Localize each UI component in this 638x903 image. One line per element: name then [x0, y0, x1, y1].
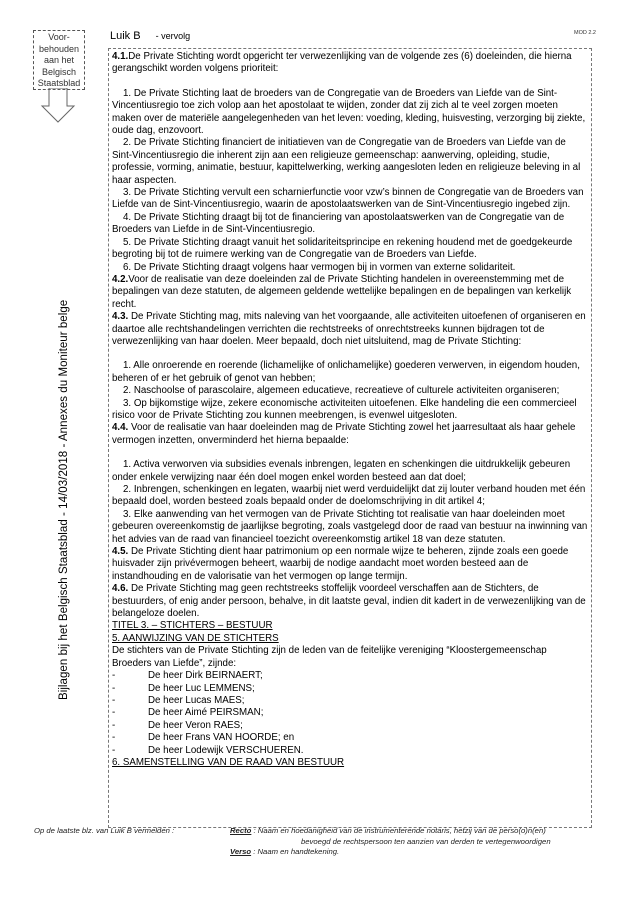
- founder-name: De heer Aimé PEIRSMAN;: [148, 707, 264, 719]
- founder-item: [112, 683, 588, 695]
- verso-label: Verso: [230, 847, 252, 857]
- deed-text: [109, 49, 591, 769]
- list-item: 2. Inbrengen, schenkingen en legaten, waarbij niet werd verduidelijkt dat zij louter verband houden met één bepaald doel, worden besteed zoals bepaald onder de doelomschrijving in dit artikel 4;: [112, 484, 586, 508]
- bullet-dash: -: [112, 694, 116, 706]
- reserved-line: aan het: [43, 55, 75, 65]
- section-header: [110, 30, 190, 42]
- paragraph: [112, 311, 588, 348]
- founder-name: De heer Frans VAN HOORDE; en: [148, 732, 295, 744]
- title-heading: TITEL 3. – STICHTERS – BESTUUR: [112, 620, 273, 632]
- founder-name: De heer Dirk BEIRNAERT;: [148, 670, 263, 682]
- paragraph-text: De Private Stichting mag, mits naleving van het voorgaande, alle activiteiten uitoefenen of organiseren en daartoe alle rechtshandelingen verrichten die rechtstreeks of onrechtstreeks kunnen bijdragen tot de verwezenlijking van haar doelen. Meer bepaald, doch niet uitsluitend, mag de Private Stichting:: [112, 311, 586, 347]
- paragraph: [112, 422, 588, 447]
- founder-item: [112, 707, 588, 719]
- paragraph-text: Voor de realisatie van deze doeleinden zal de Private Stichting handelen in overeenstemming met de bepalingen van deze statuten, de algemeen geldende wettelijke bepalingen en de bepalingen van kerkelijk recht.: [112, 273, 572, 310]
- verso-note: [230, 847, 610, 858]
- section-label: Luik B: [110, 30, 141, 42]
- paragraph-text: Voor de realisatie van haar doeleinden mag de Private Stichting zowel het jaarresultaat als haar gehele vermogen inzetten, onverminderd het hierna bepaalde:: [112, 422, 576, 446]
- list-item: 6. De Private Stichting draagt volgens haar vermogen bij in vormen van externe solidariteit.: [123, 261, 516, 273]
- list-item: 1. De Private Stichting laat de broeders van de Congregatie van de Broeders van Liefde van de Sint-Vincentiusregio toe zich volop aan het apostolaat te wijden, zonder dat zij zich al te veel zorgen moeten maken over de materiële aangelegenheden van het leven: voeding, kleding, huisvesting, verzorging bij ziekte, oude dag, enzovoort.: [112, 87, 586, 137]
- founder-item: [112, 732, 588, 744]
- reserved-box: [33, 30, 85, 90]
- list-item: 2. Naschoolse of parascolaire, algemeen educatieve, recreatieve of culturele activiteiten organiseren;: [123, 385, 560, 397]
- bullet-dash: -: [112, 682, 116, 694]
- paragraph: [112, 51, 588, 76]
- paragraph-text: De Private Stichting mag geen rechtstreeks stoffelijk voordeel verschaffen aan de Stichters, de bestuurders, of enig ander persoon, behalve, in dit laatste geval, indien dit kadert in de verwezenlijking van de belangeloze doelen.: [112, 583, 586, 620]
- verso-text: : Naam en handtekening.: [251, 847, 340, 857]
- list-item: 1. Activa verworven via subsidies evenals inbrengen, legaten en schenkingen die uitdrukkelijk gebeuren onder enkele verwijzing naar één doel mogen enkel worden besteed aan dat doel;: [112, 459, 571, 483]
- paragraph: [112, 583, 588, 620]
- publication-stamp: Bijlagen bij het Belgisch Staatsblad - 14/03/2018 - Annexes du Moniteur belge: [58, 299, 70, 700]
- founder-name: De heer Lodewijk VERSCHUEREN.: [148, 744, 304, 756]
- paragraph: [112, 546, 588, 583]
- founder-item: [112, 695, 588, 707]
- paragraph-number: 4.6.: [112, 583, 129, 595]
- paragraph-number: 4.5.: [112, 546, 129, 558]
- footer-instruction: Op de laatste blz. van Luik B vermelden :: [34, 826, 175, 835]
- reserved-box-text: [34, 32, 84, 90]
- bullet-dash: -: [112, 707, 116, 719]
- article-heading: 5. AANWIJZING VAN DE STICHTERS: [112, 632, 279, 644]
- article-heading: 6. SAMENSTELLING VAN DE RAAD VAN BESTUUR: [112, 756, 345, 768]
- bullet-dash: -: [112, 744, 116, 756]
- list-item: 4. De Private Stichting draagt bij tot de financiering van apostolaatswerken van de Congregatie van de Broeders van Liefde in de Sint-Vincentiusregio.: [112, 211, 565, 236]
- paragraph-text: De Private Stichting wordt opgericht ter verwezenlijking van de volgende zes (6) doeleinden, die hierna gerangschikt worden volgens prioriteit:: [112, 51, 572, 75]
- list-item: 3. Op bijkomstige wijze, zekere economische activiteiten uitoefenen. Elke handeling die een commercieel risico voor de Private Stichting zou kunnen meebrengen, is evenwel uitgesloten.: [112, 397, 577, 421]
- paragraph-number: 4.4.: [112, 422, 129, 434]
- footer-notes: [230, 826, 610, 858]
- founder-name: De heer Lucas MAES;: [148, 694, 245, 706]
- list-item: 1. Alle onroerende en roerende (lichamelijke of onlichamelijke) goederen verwerven, in eigendom houden, beheren of er het gebruik of genot van hebben;: [112, 360, 580, 384]
- paragraph-number: 4.2.: [112, 273, 129, 285]
- paragraph-number: 4.3.: [112, 311, 129, 323]
- recto-text: : Naam en hoedanigheid van de instrumenterende notaris, hetzij van de perso(o)n(en): [251, 826, 546, 835]
- continuation-label: - vervolg: [155, 31, 191, 41]
- founder-item: [112, 745, 588, 757]
- reserved-line: Staatsblad: [37, 78, 81, 88]
- paragraph: [112, 274, 588, 311]
- founder-item: [112, 720, 588, 732]
- list-item: 3. De Private Stichting vervult een scharnierfunctie voor vzw’s binnen de Congregatie van de Broeders van Liefde van de Sint-Vincentiusregio, waarin de apostolaatswerken van de Sint-Vincentiusregio ingebed zijn.: [112, 187, 584, 211]
- form-code: MOD 2.2: [573, 30, 596, 36]
- bullet-dash: -: [112, 732, 116, 744]
- founder-name: De heer Veron RAES;: [148, 719, 243, 731]
- down-arrow-icon: [40, 88, 76, 124]
- content-frame: [108, 48, 592, 828]
- recto-label: Recto: [230, 826, 252, 835]
- paragraph-text: De Private Stichting dient haar patrimonium op een normale wijze te beheren, zijnde zoals een goede huisvader zijn privévermogen beheert, waarbij de nodige aandacht moet worden besteed aan de instandhouding en de valorisatie van het vermogen op lange termijn.: [112, 546, 569, 582]
- paragraph: De stichters van de Private Stichting zijn de leden van de feitelijke vereniging “Kloostergemeenschap Broeders van Liefde”, zijnde:: [112, 645, 547, 669]
- reserved-line: behouden: [38, 43, 80, 54]
- founder-name: De heer Luc LEMMENS;: [148, 682, 255, 694]
- list-item: 3. Elke aanwending van het vermogen van de Private Stichting tot realisatie van haar doeleinden moet gebeuren overeenkomstig de jaarlijkse begroting, zoals vastgelegd door de raad van bestuur na inwinning van het advies van de raad van financieel toezicht overeenkomstig artikel 18 van deze statuten.: [112, 508, 588, 545]
- reserved-line: Voor-: [48, 32, 70, 42]
- bullet-dash: -: [112, 719, 116, 731]
- bullet-dash: -: [112, 670, 116, 682]
- paragraph-number: 4.1.: [112, 51, 129, 62]
- reserved-line: Belgisch: [41, 66, 77, 77]
- founder-item: [112, 670, 588, 682]
- list-item: 5. De Private Stichting draagt vanuit het solidariteitsprincipe en rekening houdend met de goedgekeurde begroting bij tot de ruimere werking van de Congregatie van de Broeders van Liefde.: [112, 236, 573, 261]
- recto-note: [230, 826, 610, 837]
- list-item: 2. De Private Stichting financiert de initiatieven van de Congregatie van de Broeders van Liefde van de Sint-Vincentiusregio die inherent zijn aan een religieuze gemeenschap: aanwerving, opleiding, studie, professie, vorming, animatie, bestuur, kapittelwerking, werking aangesloten leden en religieuze beleving in al haar aspecten.: [112, 137, 581, 186]
- recto-note-line2: bevoegd de rechtspersoon ten aanzien van derden te vertegenwoordigen: [301, 836, 551, 846]
